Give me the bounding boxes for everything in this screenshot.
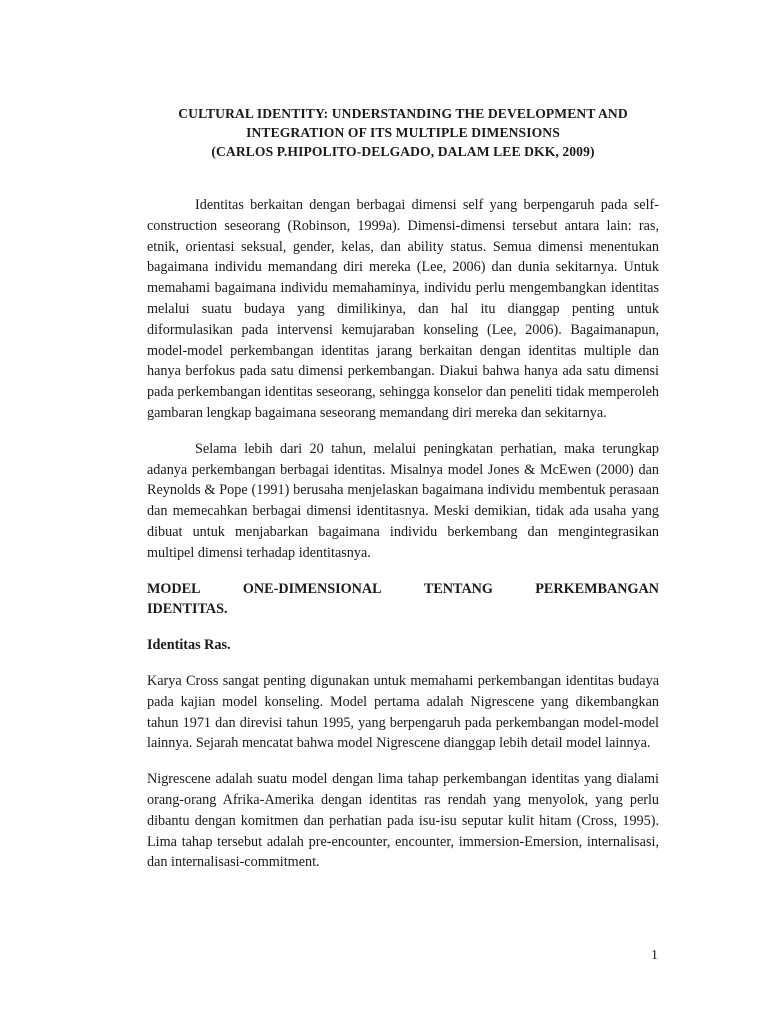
section-heading-word-3: TENTANG — [423, 580, 493, 597]
title-line-2: INTEGRATION OF ITS MULTIPLE DIMENSIONS — [246, 125, 560, 140]
title-line-3: (CARLOS P.HIPOLITO-DELGADO, DALAM LEE DKK, 2009) — [211, 144, 595, 159]
section-heading-line-2: IDENTITAS. — [147, 601, 228, 618]
paragraph-2: Selama lebih dari 20 tahun, melalui peningkatan perhatian, maka terungkap adanya perkembangan berbagai identitas. Misalnya model Jones & McEwen (2000) dan Reynolds & Pope (1991) berusaha menjelaskan bagaimana individu membentuk perasaan dan memecahkan berbagai dimensi identitasnya. Meski demikian, tidak ada usaha yang dibuat untuk menjabarkan bagaimana individu berkembang dan mengintegrasikan multipel dimensi terhadap identitasnya. — [147, 440, 659, 561]
page-number: 1 — [651, 948, 658, 963]
title-line-1: CULTURAL IDENTITY: UNDERSTANDING THE DEVELOPMENT AND — [178, 106, 628, 121]
section-heading-word-1: MODEL — [147, 580, 201, 597]
section-heading-word-2: ONE-DIMENSIONAL — [242, 580, 382, 597]
paragraph-1: Identitas berkaitan dengan berbagai dimensi self yang berpengaruh pada self-construction seseorang (Robinson, 1999a). Dimensi-dimensi tersebut antara lain: ras, etnik, orientasi seksual, gender, kelas, dan ability status. Semua dimensi menentukan bagaimana individu memandang diri mereka (Lee, 2006) dan dunia sekitarnya. Untuk memahami bagaimana individu memahaminya, individu perlu mengembangkan identitas melalui suatu budaya yang dimilikinya, dan hal itu dianggap penting untuk diformulasikan pada intervensi kemujaraban konseling (Lee, 2006). Bagaimanapun, model-model perkembangan identitas jarang berkaitan dengan identitas multiple dan hanya berfokus pada satu dimensi perkembangan. Diakui bahwa hanya ada satu dimensi pada perkembangan identitas seseorang, sehingga konselor dan peneliti tidak memperoleh gambaran lengkap bagaimana seseorang memandang diri mereka dan sekitarnya. — [147, 197, 659, 421]
document-page — [147, 104, 659, 873]
document-title — [147, 104, 659, 161]
subheading: Identitas Ras. — [147, 637, 231, 654]
paragraph-3: Karya Cross sangat penting digunakan untuk memahami perkembangan identitas budaya pada kajian model konseling. Model pertama adalah Nigrescene yang dikembangkan tahun 1971 dan direvisi tahun 1995, yang berpengaruh pada perkembangan model-model lainnya. Sejarah mencatat bahwa model Nigrescene dianggap lebih detail model lainnya. — [147, 672, 659, 752]
paragraph-4: Nigrescene adalah suatu model dengan lima tahap perkembangan identitas yang dialami orang-orang Afrika-Amerika dengan identitas ras rendah yang menyolok, yang perlu dibantu dengan komitmen dan perhatian pada isu-isu seputar kulit hitam (Cross, 1995). Lima tahap tersebut adalah pre-encounter, encounter, immersion-Emersion, internalisasi, dan internalisasi-commitment. — [147, 771, 659, 871]
section-heading-word-4: PERKEMBANGAN — [535, 580, 659, 597]
section-heading — [147, 579, 659, 621]
